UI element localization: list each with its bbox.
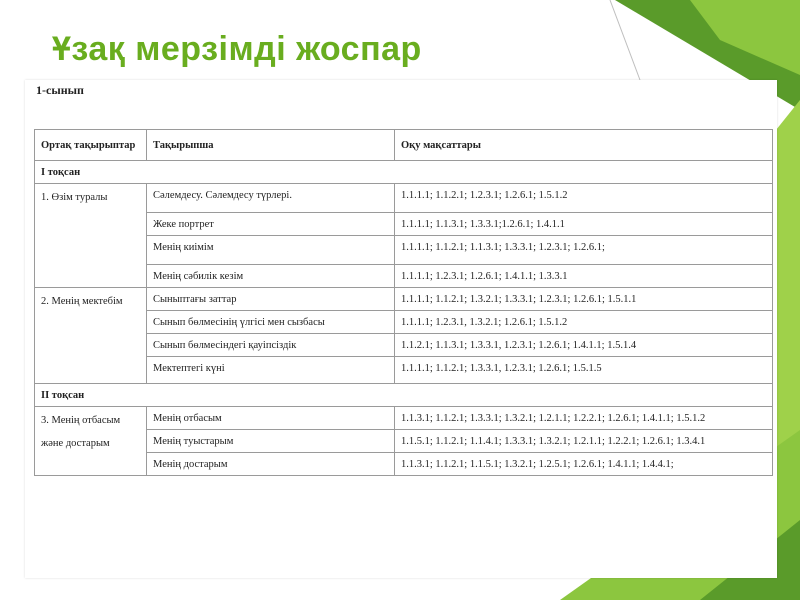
topic-cell: 1. Өзім туралы bbox=[35, 184, 147, 288]
table-row bbox=[35, 407, 773, 430]
objectives-cell: 1.1.3.1; 1.1.2.1; 1.1.5.1; 1.3.2.1; 1.2.5.1; 1.2.6.1; 1.4.1.1; 1.4.4.1; bbox=[395, 453, 773, 476]
header-subtopic: Тақырыпша bbox=[147, 130, 395, 161]
table-row bbox=[35, 288, 773, 311]
subtopic-cell: Мектептегі күні bbox=[147, 357, 395, 384]
table-row bbox=[35, 184, 773, 213]
quarter-row bbox=[35, 384, 773, 407]
subtopic-cell: Менің сәбилік кезім bbox=[147, 265, 395, 288]
topic-cell: 2. Менің мектебім bbox=[35, 288, 147, 384]
subtopic-cell: Менің достарым bbox=[147, 453, 395, 476]
subtopic-cell: Сәлемдесу. Сәлемдесу түрлері. bbox=[147, 184, 395, 213]
slide-title: Ұзақ мерзімді жоспар bbox=[52, 30, 422, 68]
document-page bbox=[25, 80, 777, 578]
grade-label: 1-сынып bbox=[36, 83, 84, 97]
header-learning-objectives: Оқу мақсаттары bbox=[395, 130, 773, 161]
quarter-label: І тоқсан bbox=[35, 161, 773, 184]
objectives-cell: 1.1.1.1; 1.1.2.1; 1.2.3.1; 1.2.6.1; 1.5.1.2 bbox=[395, 184, 773, 213]
objectives-cell: 1.1.5.1; 1.1.2.1; 1.1.4.1; 1.3.3.1; 1.3.2.1; 1.2.1.1; 1.2.2.1; 1.2.6.1; 1.3.4.1 bbox=[395, 430, 773, 453]
quarter-row bbox=[35, 161, 773, 184]
topic-cell: 3. Менің отбасым және достарым bbox=[35, 407, 147, 476]
objectives-cell: 1.1.1.1; 1.2.3.1; 1.2.6.1; 1.4.1.1; 1.3.3.1 bbox=[395, 265, 773, 288]
objectives-cell: 1.1.1.1; 1.1.2.1; 1.1.3.1; 1.3.3.1; 1.2.3.1; 1.2.6.1; bbox=[395, 236, 773, 265]
subtopic-cell: Сынып бөлмесінің үлгісі мен сызбасы bbox=[147, 311, 395, 334]
objectives-cell: 1.1.1.1; 1.2.3.1, 1.3.2.1; 1.2.6.1; 1.5.1.2 bbox=[395, 311, 773, 334]
subtopic-cell: Сынып бөлмесіндегі қауіпсіздік bbox=[147, 334, 395, 357]
table-header-row bbox=[35, 130, 773, 161]
subtopic-cell: Жеке портрет bbox=[147, 213, 395, 236]
subtopic-cell: Менің киімім bbox=[147, 236, 395, 265]
plan-table bbox=[34, 129, 773, 476]
header-common-topics: Ортақ тақырыптар bbox=[35, 130, 147, 161]
objectives-cell: 1.1.1.1; 1.1.3.1; 1.3.3.1;1.2.6.1; 1.4.1.1 bbox=[395, 213, 773, 236]
subtopic-cell: Менің туыстарым bbox=[147, 430, 395, 453]
quarter-label: ІІ тоқсан bbox=[35, 384, 773, 407]
objectives-cell: 1.1.3.1; 1.1.2.1; 1.3.3.1; 1.3.2.1; 1.2.1.1; 1.2.2.1; 1.2.6.1; 1.4.1.1; 1.5.1.2 bbox=[395, 407, 773, 430]
objectives-cell: 1.1.1.1; 1.1.2.1; 1.3.2.1; 1.3.3.1; 1.2.3.1; 1.2.6.1; 1.5.1.1 bbox=[395, 288, 773, 311]
objectives-cell: 1.1.2.1; 1.1.3.1; 1.3.3.1, 1.2.3.1; 1.2.6.1; 1.4.1.1; 1.5.1.4 bbox=[395, 334, 773, 357]
subtopic-cell: Менің отбасым bbox=[147, 407, 395, 430]
objectives-cell: 1.1.1.1; 1.1.2.1; 1.3.3.1, 1.2.3.1; 1.2.6.1; 1.5.1.5 bbox=[395, 357, 773, 384]
subtopic-cell: Сыныптағы заттар bbox=[147, 288, 395, 311]
